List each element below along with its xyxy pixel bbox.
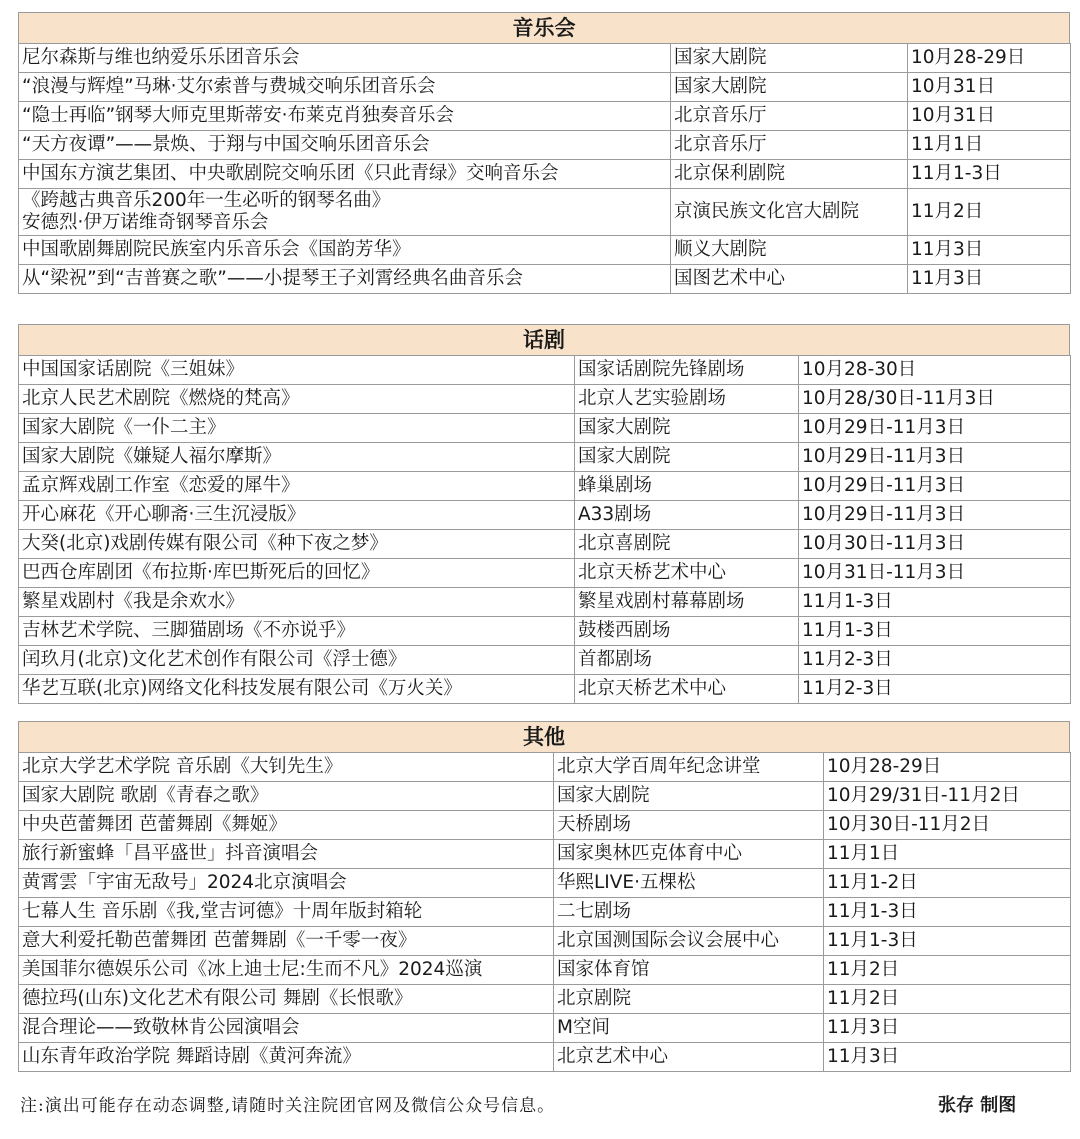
venue: 北京大学百周年纪念讲堂 — [554, 753, 824, 782]
show-name: 繁星戏剧村《我是余欢水》 — [19, 588, 575, 617]
venue: 国家体育馆 — [554, 956, 824, 985]
show-name-line-1: 《跨越古典音乐200年一生必听的钢琴名曲》 — [22, 190, 391, 211]
graphic-credit: 张存 制图 — [938, 1095, 1017, 1116]
show-date: 11月2日 — [824, 956, 1071, 985]
table-row — [19, 675, 1071, 704]
table-row — [19, 840, 1071, 869]
venue: 国家大剧院 — [671, 73, 908, 102]
show-date: 10月29/31日-11月2日 — [824, 782, 1071, 811]
venue: 北京天桥艺术中心 — [575, 559, 799, 588]
table-row — [19, 501, 1071, 530]
show-date: 10月30日-11月3日 — [799, 530, 1071, 559]
show-name: 尼尔森斯与维也纳爱乐乐团音乐会 — [19, 44, 671, 73]
section-concert — [18, 12, 1070, 294]
show-name: 国家大剧院《嫌疑人福尔摩斯》 — [19, 443, 575, 472]
table-row — [19, 588, 1071, 617]
table-row — [19, 617, 1071, 646]
venue: A33剧场 — [575, 501, 799, 530]
show-name: 旅行新蜜蜂「昌平盛世」抖音演唱会 — [19, 840, 554, 869]
show-name: 中国东方演艺集团、中央歌剧院交响乐团《只此青绿》交响音乐会 — [19, 160, 671, 189]
show-name: 七幕人生 音乐剧《我,堂吉诃德》十周年版封箱轮 — [19, 898, 554, 927]
show-name: 从“梁祝”到“吉普赛之歌”——小提琴王子刘霄经典名曲音乐会 — [19, 265, 671, 294]
section-title: 其他 — [18, 721, 1070, 752]
show-date: 11月2日 — [908, 189, 1071, 236]
table-row — [19, 559, 1071, 588]
show-name: 德拉玛(山东)文化艺术有限公司 舞剧《长恨歌》 — [19, 985, 554, 1014]
show-name: 北京人民艺术剧院《燃烧的梵高》 — [19, 385, 575, 414]
venue: 华熙LIVE·五棵松 — [554, 869, 824, 898]
section-title: 话剧 — [18, 324, 1070, 355]
show-name: 吉林艺术学院、三脚猫剧场《不亦说乎》 — [19, 617, 575, 646]
show-date: 10月28-29日 — [824, 753, 1071, 782]
show-name: 闰玖月(北京)文化艺术创作有限公司《浮士德》 — [19, 646, 575, 675]
section-other — [18, 721, 1070, 1072]
venue: 二七剧场 — [554, 898, 824, 927]
show-date: 11月2-3日 — [799, 675, 1071, 704]
venue: 国家大剧院 — [554, 782, 824, 811]
table-row — [19, 189, 1071, 236]
show-name: 美国菲尔德娱乐公司《冰上迪士尼:生而不凡》2024巡演 — [19, 956, 554, 985]
show-date: 10月28-30日 — [799, 356, 1071, 385]
show-name — [19, 189, 671, 236]
show-date: 11月1-2日 — [824, 869, 1071, 898]
venue: 天桥剧场 — [554, 811, 824, 840]
show-date: 10月28-29日 — [908, 44, 1071, 73]
show-date: 10月29日-11月3日 — [799, 443, 1071, 472]
drama-table — [18, 355, 1071, 704]
table-row — [19, 1014, 1071, 1043]
table-row — [19, 869, 1071, 898]
footnote: 注:演出可能存在动态调整,请随时关注院团官网及微信公众号信息。 — [20, 1096, 556, 1116]
show-date: 11月1-3日 — [799, 588, 1071, 617]
venue: 国图艺术中心 — [671, 265, 908, 294]
show-date: 10月29日-11月3日 — [799, 501, 1071, 530]
table-row — [19, 898, 1071, 927]
venue: 北京音乐厅 — [671, 102, 908, 131]
show-name: 开心麻花《开心聊斋·三生沉浸版》 — [19, 501, 575, 530]
show-date: 11月1-3日 — [824, 927, 1071, 956]
venue: 繁星戏剧村幕幕剧场 — [575, 588, 799, 617]
show-date: 11月3日 — [908, 265, 1071, 294]
show-name: 混合理论——致敬林肯公园演唱会 — [19, 1014, 554, 1043]
venue: 国家话剧院先锋剧场 — [575, 356, 799, 385]
table-row — [19, 236, 1071, 265]
venue: 北京人艺实验剧场 — [575, 385, 799, 414]
show-date: 10月28/30日-11月3日 — [799, 385, 1071, 414]
table-row — [19, 73, 1071, 102]
show-date: 11月1-3日 — [799, 617, 1071, 646]
venue: 首都剧场 — [575, 646, 799, 675]
show-date: 10月31日 — [908, 102, 1071, 131]
table-row — [19, 44, 1071, 73]
venue: 蜂巢剧场 — [575, 472, 799, 501]
show-name: 中国歌剧舞剧院民族室内乐音乐会《国韵芳华》 — [19, 236, 671, 265]
venue: 北京喜剧院 — [575, 530, 799, 559]
section-title: 音乐会 — [18, 12, 1070, 43]
show-date: 11月3日 — [824, 1014, 1071, 1043]
table-row — [19, 956, 1071, 985]
table-row — [19, 985, 1071, 1014]
other-table — [18, 752, 1071, 1072]
concert-table — [18, 43, 1071, 294]
table-row — [19, 646, 1071, 675]
venue: 北京天桥艺术中心 — [575, 675, 799, 704]
table-row — [19, 530, 1071, 559]
show-date: 11月1日 — [908, 131, 1071, 160]
show-date: 11月2日 — [824, 985, 1071, 1014]
table-row — [19, 385, 1071, 414]
table-row — [19, 927, 1071, 956]
venue: 顺义大剧院 — [671, 236, 908, 265]
venue: 北京国测国际会议会展中心 — [554, 927, 824, 956]
venue: 鼓楼西剧场 — [575, 617, 799, 646]
show-date: 10月30日-11月2日 — [824, 811, 1071, 840]
table-row — [19, 811, 1071, 840]
show-name: “天方夜谭”——景焕、于翔与中国交响乐团音乐会 — [19, 131, 671, 160]
table-row — [19, 160, 1071, 189]
show-name: 黄霄雲「宇宙无敌号」2024北京演唱会 — [19, 869, 554, 898]
venue: 国家大剧院 — [575, 443, 799, 472]
show-name: 国家大剧院 歌剧《青春之歌》 — [19, 782, 554, 811]
show-name: 北京大学艺术学院 音乐剧《大钊先生》 — [19, 753, 554, 782]
table-row — [19, 753, 1071, 782]
show-date: 11月1-3日 — [824, 898, 1071, 927]
venue: 国家大剧院 — [671, 44, 908, 73]
venue: 北京音乐厅 — [671, 131, 908, 160]
venue: 北京艺术中心 — [554, 1043, 824, 1072]
table-row — [19, 1043, 1071, 1072]
venue: 京演民族文化宫大剧院 — [671, 189, 908, 236]
show-name-line-2: 安德烈·伊万诺维奇钢琴音乐会 — [22, 212, 269, 233]
table-row — [19, 472, 1071, 501]
show-name: 山东青年政治学院 舞蹈诗剧《黄河奔流》 — [19, 1043, 554, 1072]
show-date: 11月3日 — [824, 1043, 1071, 1072]
show-name: 巴西仓库剧团《布拉斯·库巴斯死后的回忆》 — [19, 559, 575, 588]
show-name: 国家大剧院《一仆二主》 — [19, 414, 575, 443]
venue: 国家大剧院 — [575, 414, 799, 443]
table-row — [19, 414, 1071, 443]
show-name: 中央芭蕾舞团 芭蕾舞剧《舞姬》 — [19, 811, 554, 840]
table-row — [19, 443, 1071, 472]
venue: 北京剧院 — [554, 985, 824, 1014]
show-date: 11月2-3日 — [799, 646, 1071, 675]
venue: M空间 — [554, 1014, 824, 1043]
table-row — [19, 131, 1071, 160]
show-name: 孟京辉戏剧工作室《恋爱的犀牛》 — [19, 472, 575, 501]
table-row — [19, 265, 1071, 294]
show-date: 10月29日-11月3日 — [799, 472, 1071, 501]
table-row — [19, 102, 1071, 131]
show-date: 10月29日-11月3日 — [799, 414, 1071, 443]
table-row — [19, 356, 1071, 385]
show-date: 11月1日 — [824, 840, 1071, 869]
show-date: 10月31日-11月3日 — [799, 559, 1071, 588]
show-name: “隐士再临”钢琴大师克里斯蒂安·布莱克肖独奏音乐会 — [19, 102, 671, 131]
section-drama — [18, 324, 1070, 704]
show-name: 华艺互联(北京)网络文化科技发展有限公司《万火关》 — [19, 675, 575, 704]
venue: 国家奥林匹克体育中心 — [554, 840, 824, 869]
show-date: 11月3日 — [908, 236, 1071, 265]
show-date: 11月1-3日 — [908, 160, 1071, 189]
table-row — [19, 782, 1071, 811]
show-name: “浪漫与辉煌”马琳·艾尔索普与费城交响乐团音乐会 — [19, 73, 671, 102]
show-name: 大癸(北京)戏剧传媒有限公司《种下夜之梦》 — [19, 530, 575, 559]
show-name: 中国国家话剧院《三姐妹》 — [19, 356, 575, 385]
show-name: 意大利爱托勒芭蕾舞团 芭蕾舞剧《一千零一夜》 — [19, 927, 554, 956]
show-date: 10月31日 — [908, 73, 1071, 102]
venue: 北京保利剧院 — [671, 160, 908, 189]
